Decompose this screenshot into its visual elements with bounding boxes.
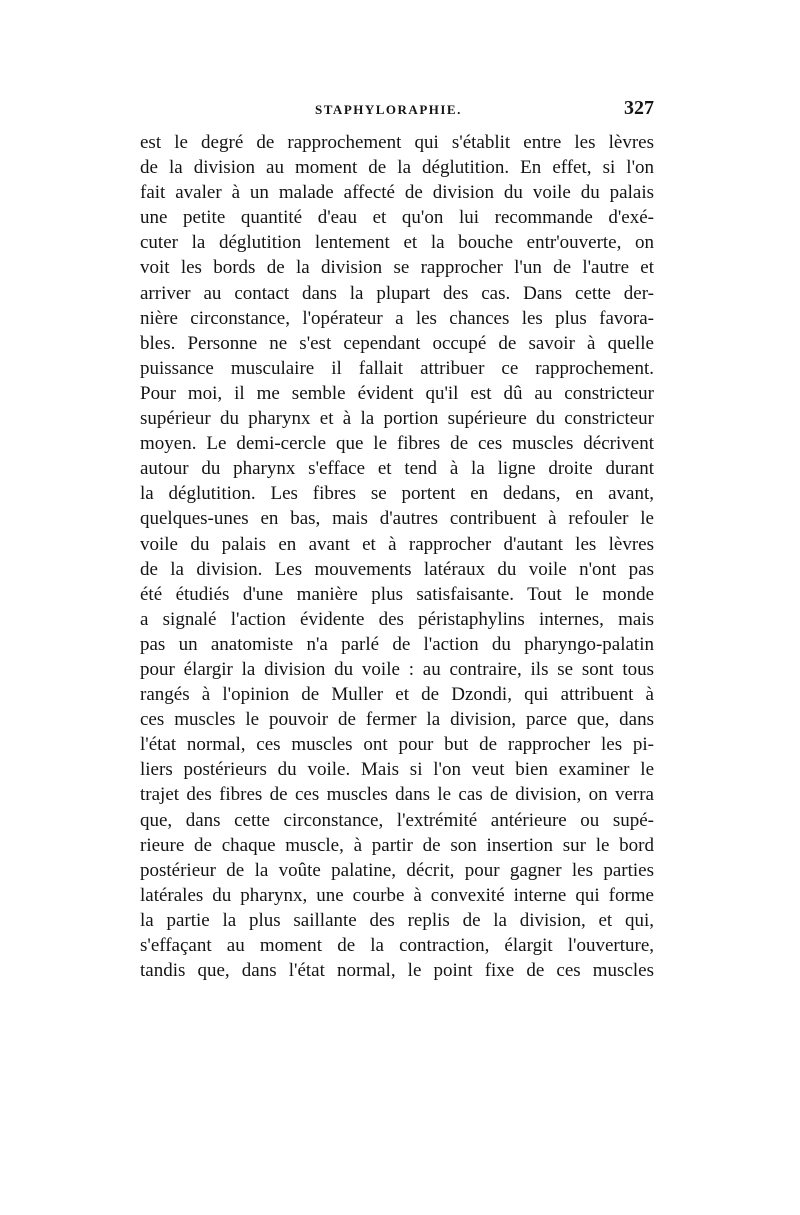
page-number: 327 [624,97,654,119]
text-line: pas un anatomiste n'a parlé de l'action du pharyngo-palatin [140,633,654,655]
text-line: ces muscles le pouvoir de fermer la division, parce que, dans [140,709,654,731]
text-line: autour du pharynx s'efface et tend à la ligne droite durant [140,458,654,480]
text-line: l'état normal, ces muscles ont pour but de rapprocher les pi- [140,734,654,756]
text-line: rangés à l'opinion de Muller et de Dzondi, qui attribuent à [140,684,654,706]
body-text [140,130,654,983]
text-line: que, dans cette circonstance, l'extrémité antérieure ou supé- [140,809,654,831]
text-line: bles. Personne ne s'est cependant occupé de savoir à quelle [140,332,654,354]
text-line: Pour moi, il me semble évident qu'il est dû au constricteur [140,382,654,404]
text-line: quelques-unes en bas, mais d'autres contribuent à refouler le [140,508,654,530]
text-line: nière circonstance, l'opérateur a les chances les plus favora- [140,307,654,329]
text-line: voit les bords de la division se rapprocher l'un de l'autre et [140,257,654,279]
text-line: liers postérieurs du voile. Mais si l'on veut bien examiner le [140,759,654,781]
text-line: rieure de chaque muscle, à partir de son insertion sur le bord [140,834,654,856]
text-line: arriver au contact dans la plupart des cas. Dans cette der- [140,282,654,304]
text-line: fait avaler à un malade affecté de division du voile du palais [140,182,654,204]
text-line: supérieur du pharynx et à la portion supérieure du constricteur [140,408,654,430]
running-title: STAPHYLORAPHIE. [315,102,462,117]
text-line: tandis que, dans l'état normal, le point fixe de ces muscles [140,960,654,982]
text-line: la déglutition. Les fibres se portent en dedans, en avant, [140,483,654,505]
text-line: de la division. Les mouvements latéraux du voile n'ont pas [140,558,654,580]
text-line: pour élargir la division du voile : au contraire, ils se sont tous [140,658,654,680]
text-line: a signalé l'action évidente des péristaphylins internes, mais [140,608,654,630]
text-line: puissance musculaire il fallait attribuer ce rapprochement. [140,357,654,379]
text-line: trajet des fibres de ces muscles dans le cas de division, on verra [140,784,654,806]
text-line: latérales du pharynx, une courbe à convexité interne qui forme [140,884,654,906]
text-line: voile du palais en avant et à rapprocher d'autant les lèvres [140,533,654,555]
text-line: de la division au moment de la déglutition. En effet, si l'on [140,157,654,179]
text-line: cuter la déglutition lentement et la bouche entr'ouverte, on [140,232,654,254]
text-line: est le degré de rapprochement qui s'établit entre les lèvres [140,132,654,153]
text-line: postérieur de la voûte palatine, décrit, pour gagner les parties [140,859,654,881]
text-line: été étudiés d'une manière plus satisfaisante. Tout le monde [140,583,654,605]
page-header [140,97,654,124]
text-line: s'effaçant au moment de la contraction, élargit l'ouverture, [140,935,654,956]
text-line: la partie la plus saillante des replis de la division, et qui, [140,909,654,931]
text-line: une petite quantité d'eau et qu'on lui recommande d'exé- [140,207,654,229]
text-line: moyen. Le demi-cercle que le fibres de ces muscles décrivent [140,433,654,455]
